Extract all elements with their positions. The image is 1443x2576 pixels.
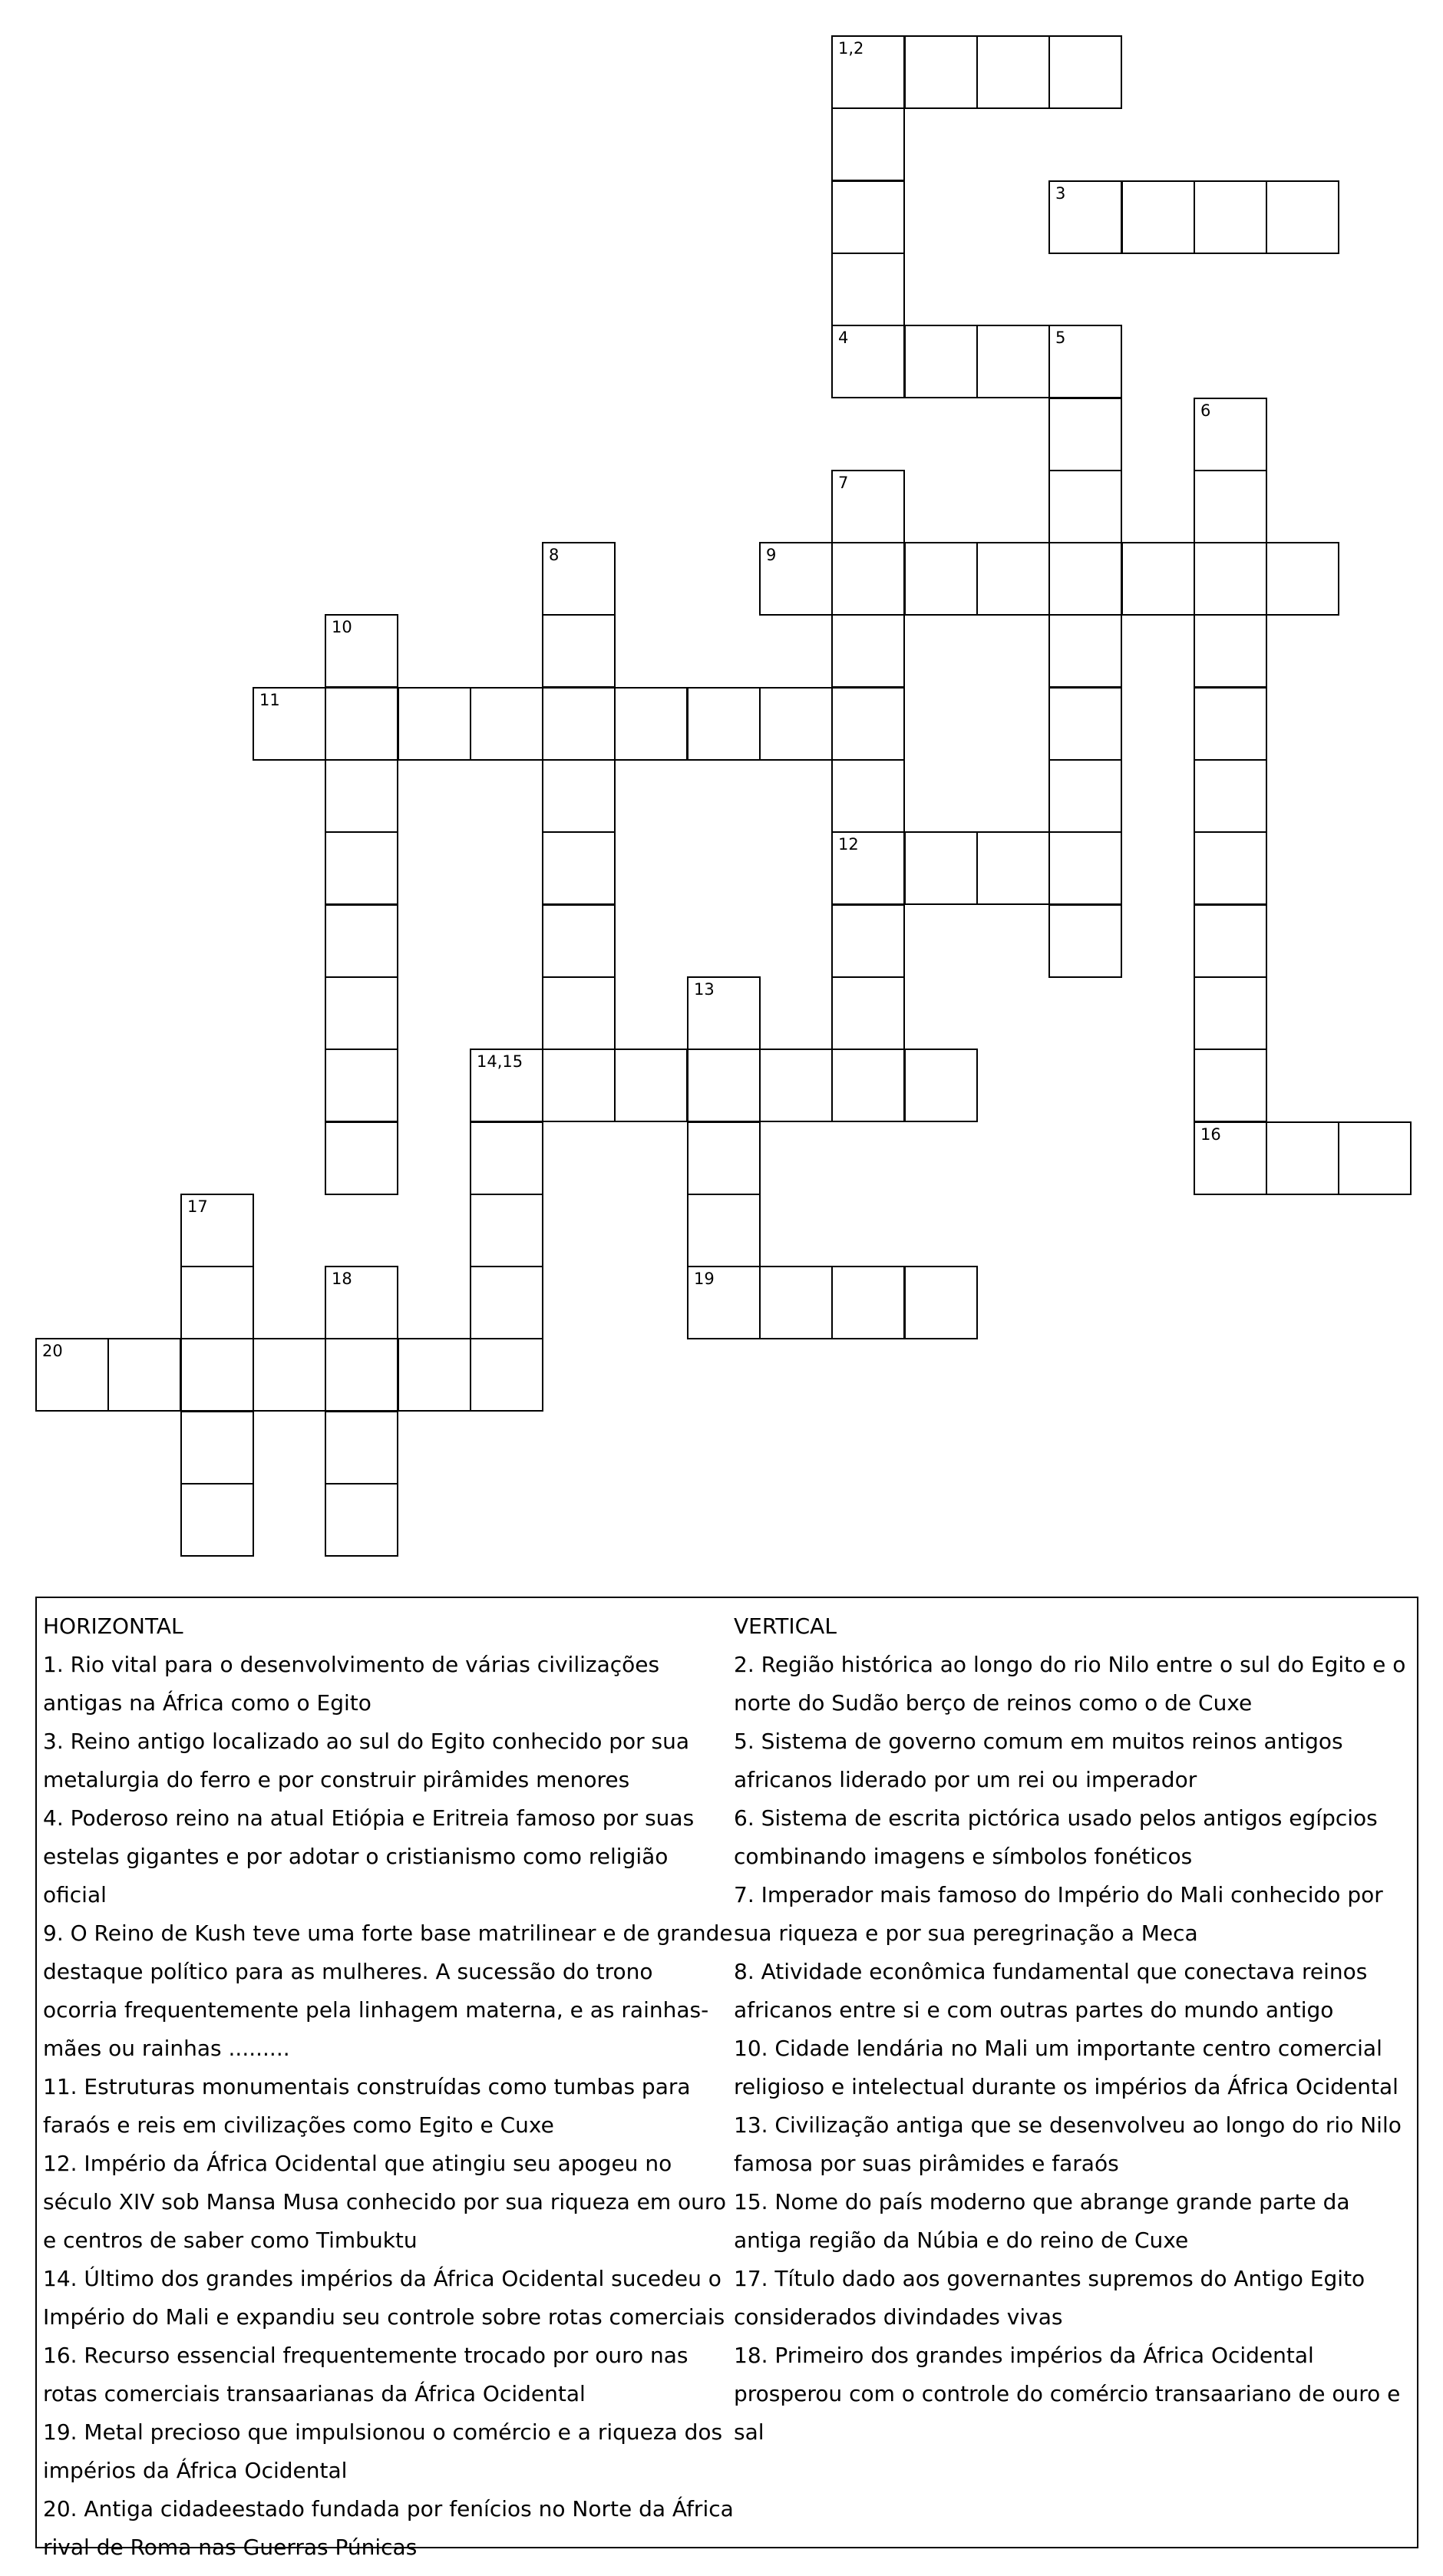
crossword-cell[interactable]: [470, 1338, 543, 1412]
crossword-cell[interactable]: [1266, 1121, 1339, 1195]
crossword-cell[interactable]: [976, 831, 1050, 905]
clue-v2: 2. Região histórica ao longo do rio Nilo entre o sul do Egito e o norte do Sudão berço de reinos como o de Cuxe: [734, 1652, 1406, 1716]
clue-number: 3: [1055, 184, 1066, 203]
crossword-cell[interactable]: [1121, 180, 1195, 254]
crossword-cell[interactable]: [759, 1049, 833, 1122]
crossword-cell[interactable]: [831, 542, 905, 616]
clue-number: 1,2: [838, 39, 864, 58]
clue-number: 8: [549, 546, 560, 564]
crossword-cell[interactable]: [831, 687, 905, 761]
crossword-cell[interactable]: [35, 1338, 109, 1412]
crossword-cell[interactable]: [470, 1194, 543, 1267]
crossword-cell[interactable]: [1121, 542, 1195, 616]
crossword-cell[interactable]: [831, 325, 905, 398]
crossword-cell[interactable]: [325, 614, 398, 688]
clue-h20: 20. Antiga cidadeestado fundada por fenícios no Norte da África rival de Roma nas Guerras Púnicas: [43, 2496, 734, 2560]
clue-number: 20: [42, 1342, 63, 1360]
crossword-cell[interactable]: [470, 1266, 543, 1339]
crossword-cell[interactable]: [1048, 904, 1122, 978]
crossword-cell[interactable]: [904, 35, 978, 109]
crossword-cell[interactable]: [831, 107, 905, 181]
crossword-cell[interactable]: [1048, 325, 1122, 398]
crossword-cell[interactable]: [831, 904, 905, 978]
clue-number: 14,15: [477, 1052, 523, 1071]
crossword-cell[interactable]: [687, 1121, 761, 1195]
crossword-cell[interactable]: [1194, 1121, 1267, 1195]
clue-h9: 9. O Reino de Kush teve uma forte base matrilinear e de grande destaque político para as mulheres. A sucessão do trono ocorria frequentemente pela linhagem materna, e as rainhas-mães ou rainhas .........: [43, 1920, 733, 2061]
crossword-cell[interactable]: [759, 1266, 833, 1339]
crossword-cell[interactable]: [1048, 470, 1122, 543]
crossword-cell[interactable]: [253, 687, 326, 761]
crossword-cell[interactable]: [1194, 904, 1267, 978]
vertical-heading: VERTICAL: [734, 1613, 837, 1639]
clue-h12: 12. Império da África Ocidental que atingiu seu apogeu no século XIV sob Mansa Musa conhecido por sua riqueza em ouro e centros de saber como Timbuktu: [43, 2151, 726, 2253]
clue-number: 19: [694, 1270, 715, 1288]
crossword-cell[interactable]: [1266, 542, 1339, 616]
crossword-cell[interactable]: [1194, 687, 1267, 761]
clue-v5: 5. Sistema de governo comum em muitos reinos antigos africanos liderado por um rei ou imperador: [734, 1729, 1343, 1792]
crossword-cell[interactable]: [542, 687, 616, 761]
clue-number: 10: [332, 618, 352, 636]
crossword-cell[interactable]: [325, 1049, 398, 1122]
crossword-cell[interactable]: [542, 831, 616, 905]
crossword-cell[interactable]: [831, 831, 905, 905]
crossword-cell[interactable]: [1194, 614, 1267, 688]
crossword-cell[interactable]: [325, 1483, 398, 1557]
clue-h11: 11. Estruturas monumentais construídas como tumbas para faraós e reis em civilizações como Egito e Cuxe: [43, 2074, 691, 2138]
clue-v8: 8. Atividade econômica fundamental que conectava reinos africanos entre si e com outras partes do mundo antigo: [734, 1959, 1368, 2023]
clue-number: 6: [1200, 401, 1211, 420]
crossword-cell[interactable]: [1048, 614, 1122, 688]
crossword-cell[interactable]: [107, 1338, 181, 1412]
crossword-cell[interactable]: [325, 1121, 398, 1195]
crossword-cell[interactable]: [904, 542, 978, 616]
crossword-cell[interactable]: [1048, 687, 1122, 761]
crossword-cell[interactable]: [542, 1049, 616, 1122]
clue-number: 17: [187, 1197, 208, 1216]
crossword-cell[interactable]: [180, 1411, 254, 1485]
crossword-cell[interactable]: [904, 831, 978, 905]
clue-number: 18: [332, 1270, 352, 1288]
clue-v17: 17. Título dado aos governantes supremos do Antigo Egito considerados divindades vivas: [734, 2266, 1365, 2330]
crossword-cell[interactable]: [976, 35, 1050, 109]
crossword-cell[interactable]: [614, 1049, 688, 1122]
crossword-cell[interactable]: [1048, 831, 1122, 905]
clue-v15: 15. Nome do país moderno que abrange grande parte da antiga região da Núbia e do reino de Cuxe: [734, 2189, 1350, 2253]
crossword-cell[interactable]: [831, 470, 905, 543]
crossword-cell[interactable]: [976, 542, 1050, 616]
crossword-cell[interactable]: [687, 976, 761, 1050]
crossword-cell[interactable]: [180, 1483, 254, 1557]
crossword-cell[interactable]: [325, 1266, 398, 1339]
clue-h3: 3. Reino antigo localizado ao sul do Egito conhecido por sua metalurgia do ferro e por construir pirâmides menores: [43, 1729, 690, 1792]
crossword-cell[interactable]: [1194, 1049, 1267, 1122]
crossword-cell[interactable]: [1048, 542, 1122, 616]
crossword-cell[interactable]: [1194, 759, 1267, 833]
crossword-cell[interactable]: [1048, 759, 1122, 833]
crossword-cell[interactable]: [1194, 831, 1267, 905]
clue-number: 9: [766, 546, 777, 564]
crossword-cell[interactable]: [759, 687, 833, 761]
crossword-cell[interactable]: [542, 976, 616, 1050]
horizontal-clues: [43, 1607, 734, 2567]
crossword-cell[interactable]: [831, 1266, 905, 1339]
crossword-cell[interactable]: [180, 1338, 254, 1412]
clue-v18: 18. Primeiro dos grandes impérios da África Ocidental prosperou com o controle do comércio transaariano de ouro e sal: [734, 2343, 1401, 2445]
horizontal-heading: HORIZONTAL: [43, 1613, 183, 1639]
clue-number: 5: [1055, 329, 1066, 347]
crossword-cell[interactable]: [542, 759, 616, 833]
crossword-cell[interactable]: [759, 542, 833, 616]
crossword-cell[interactable]: [904, 1049, 978, 1122]
crossword-cell[interactable]: [470, 687, 543, 761]
crossword-cell[interactable]: [831, 614, 905, 688]
crossword-cell[interactable]: [325, 759, 398, 833]
crossword-cell[interactable]: [831, 1049, 905, 1122]
clue-number: 12: [838, 835, 859, 854]
crossword-cell[interactable]: [325, 904, 398, 978]
crossword-cell[interactable]: [1048, 180, 1122, 254]
crossword-cell[interactable]: [398, 1338, 471, 1412]
crossword-cell[interactable]: [180, 1194, 254, 1267]
crossword-cell[interactable]: [470, 1121, 543, 1195]
crossword-cell[interactable]: [398, 687, 471, 761]
clue-box: [35, 1597, 1418, 2560]
crossword-cell[interactable]: [1048, 398, 1122, 471]
crossword-cell[interactable]: [325, 1411, 398, 1485]
crossword-cell[interactable]: [831, 253, 905, 326]
crossword-cell[interactable]: [1194, 398, 1267, 471]
clue-number: 16: [1200, 1125, 1221, 1144]
clue-h1: 1. Rio vital para o desenvolvimento de várias civilizações antigas na África como o Egito: [43, 1652, 660, 1716]
crossword-cell[interactable]: [1048, 35, 1122, 109]
crossword-cell[interactable]: [904, 325, 978, 398]
clue-number: 13: [694, 980, 715, 999]
crossword-cell[interactable]: [253, 1338, 326, 1412]
clue-v6: 6. Sistema de escrita pictórica usado pelos antigos egípcios combinando imagens e símbolos fonéticos: [734, 1805, 1378, 1869]
clue-number: 11: [259, 691, 280, 709]
crossword-cell[interactable]: [1338, 1121, 1412, 1195]
crossword-cell[interactable]: [687, 687, 761, 761]
crossword-cell[interactable]: [325, 976, 398, 1050]
crossword-cell[interactable]: [325, 687, 398, 761]
crossword-cell[interactable]: [542, 614, 616, 688]
clue-number: 4: [838, 329, 849, 347]
crossword-cell[interactable]: [831, 759, 905, 833]
vertical-clues: [734, 1607, 1413, 2452]
clue-h19: 19. Metal precioso que impulsionou o comércio e a riqueza dos impérios da África Ocidental: [43, 2419, 723, 2483]
crossword-cell[interactable]: [687, 1266, 761, 1339]
crossword-cell[interactable]: [687, 1194, 761, 1267]
crossword-cell[interactable]: [325, 831, 398, 905]
clue-h16: 16. Recurso essencial frequentemente trocado por ouro nas rotas comerciais transaarianas da África Ocidental: [43, 2343, 688, 2406]
crossword-cell[interactable]: [325, 1338, 398, 1412]
crossword-cell[interactable]: [1194, 180, 1267, 254]
clue-h4: 4. Poderoso reino na atual Etiópia e Eritreia famoso por suas estelas gigantes e por adotar o cristianismo como religião oficial: [43, 1805, 695, 1907]
crossword-cell[interactable]: [831, 180, 905, 254]
clue-v7: 7. Imperador mais famoso do Império do Mali conhecido por sua riqueza e por sua peregrinação a Meca: [734, 1882, 1383, 1946]
clue-h14: 14. Último dos grandes impérios da África Ocidental sucedeu o Império do Mali e expandiu seu controle sobre rotas comerciais: [43, 2266, 725, 2330]
clue-v10: 10. Cidade lendária no Mali um importante centro comercial religioso e intelectual durante os impérios da África Ocidental: [734, 2036, 1398, 2099]
crossword-cell[interactable]: [1266, 180, 1339, 254]
crossword-cell[interactable]: [831, 35, 905, 109]
crossword-cell[interactable]: [542, 904, 616, 978]
crossword-cell[interactable]: [1194, 470, 1267, 543]
crossword-cell[interactable]: [542, 542, 616, 616]
crossword-cell[interactable]: [180, 1266, 254, 1339]
crossword-cell[interactable]: [904, 1266, 978, 1339]
clue-v13: 13. Civilização antiga que se desenvolveu ao longo do rio Nilo famosa por suas pirâmides e faraós: [734, 2112, 1402, 2176]
crossword-cell[interactable]: [614, 687, 688, 761]
crossword-cell[interactable]: [470, 1049, 543, 1122]
crossword-cell[interactable]: [831, 976, 905, 1050]
clue-number: 7: [838, 474, 849, 492]
crossword-cell[interactable]: [976, 325, 1050, 398]
crossword-cell[interactable]: [1194, 976, 1267, 1050]
crossword-cell[interactable]: [687, 1049, 761, 1122]
crossword-cell[interactable]: [1194, 542, 1267, 616]
